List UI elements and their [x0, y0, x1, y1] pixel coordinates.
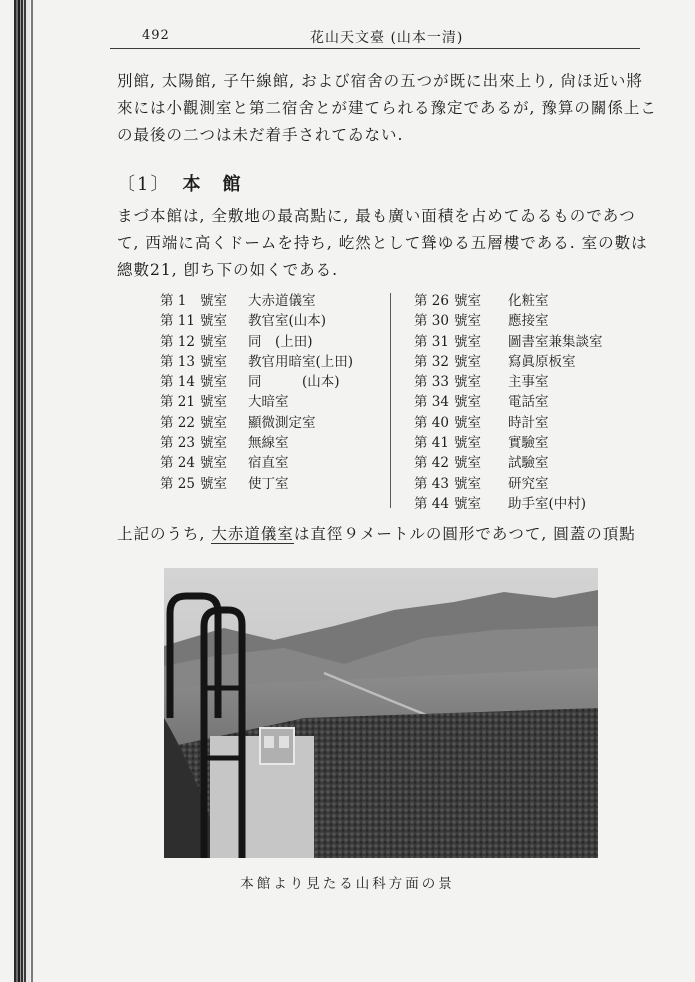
page-number: 492: [142, 28, 170, 43]
underlined-term: 大赤道儀室: [211, 525, 294, 543]
body-paragraph: [117, 203, 648, 284]
text-line: 別館, 太陽館, 子午線館, および宿舍の五つが既に出來上り, 尙ほ近い將: [117, 72, 643, 90]
page-header: [110, 22, 640, 49]
text-line: 上記のうち, 大赤道儀室は直徑９メートルの圓形であつて, 圓蓋の頂點: [117, 525, 636, 543]
intro-paragraph: [117, 68, 657, 149]
landscape-photo: [164, 568, 598, 858]
section-number: 〔1〕: [117, 174, 171, 195]
running-title: 花山天文臺 (山本一清): [310, 30, 464, 46]
column-divider: [390, 293, 391, 508]
text-line: 來には小觀測室と第二宿舍とが建てられる豫定であるが, 豫算の關係上こ: [117, 99, 657, 117]
text-line: の最後の二つは未だ着手されてゐない.: [117, 126, 404, 144]
text-line: て, 西端に高くドームを持ち, 屹然として聳ゆる五層樓である. 室の數は: [117, 234, 648, 252]
photo-caption: 本館より見たる山科方面の景: [240, 876, 455, 892]
book-binding-edge: [14, 0, 30, 982]
text-line: まづ本館は, 全敷地の最高點に, 最も廣い面積を占めてゐるものであつ: [117, 207, 636, 225]
section-heading: [117, 170, 262, 196]
section-title: 本館: [182, 174, 263, 195]
book-binding-shadow: [31, 0, 33, 982]
continuation-paragraph: [117, 521, 642, 548]
text-line: 總數21, 卽ち下の如くである.: [117, 261, 339, 279]
